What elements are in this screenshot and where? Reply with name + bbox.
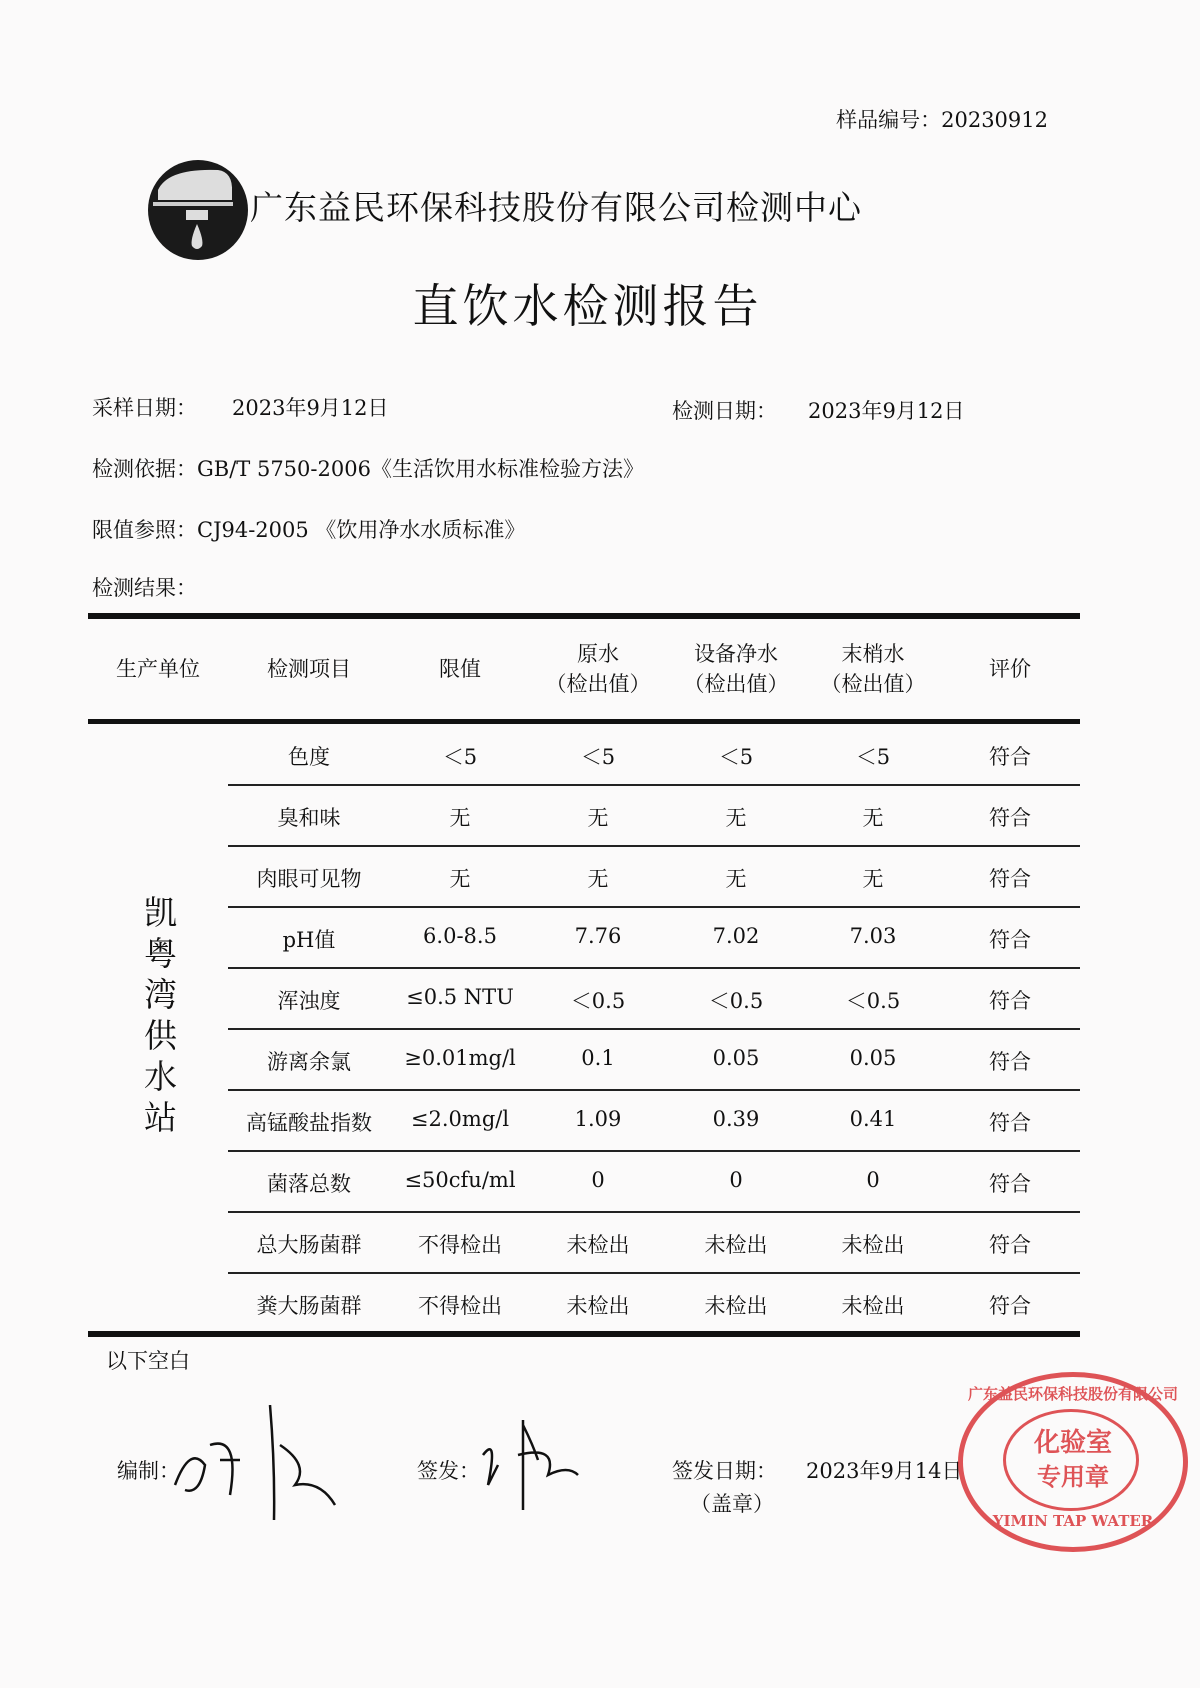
test-date: 2023年9月12日: [808, 399, 965, 423]
issuer-signature: [478, 1415, 588, 1515]
table-cell: 0.05: [849, 1046, 897, 1070]
table-cell: 7.03: [849, 924, 897, 948]
table-cell: 未检出: [566, 1233, 630, 1257]
table-cell: 无: [587, 806, 609, 830]
table-cell: 符合: [989, 1233, 1031, 1257]
table-cell: 总大肠菌群: [256, 1233, 362, 1257]
blank-note: 以下空白: [106, 1349, 190, 1373]
table-cell: 未检出: [704, 1233, 768, 1257]
row-divider: [228, 1028, 1080, 1030]
limit-reference: 限值参照：CJ94-2005 《饮用净水水质标准》: [92, 518, 526, 542]
row-divider: [228, 967, 1080, 969]
table-cell: 无: [725, 867, 747, 891]
table-cell: 符合: [989, 1294, 1031, 1318]
column-header: 评价: [989, 657, 1031, 681]
issued-label: 签发：: [417, 1459, 480, 1483]
table-cell: 符合: [989, 989, 1031, 1013]
table-cell: ＜0.5: [845, 989, 901, 1013]
issue-date-label: 签发日期：: [672, 1459, 777, 1483]
report-title: 直饮水检测报告: [412, 279, 763, 333]
column-header: 检测项目: [267, 657, 351, 681]
company-name: 广东益民环保科技股份有限公司检测中心: [250, 188, 862, 227]
table-cell: 符合: [989, 1111, 1031, 1135]
table-header-rule: [88, 719, 1080, 724]
table-cell: 未检出: [841, 1233, 905, 1257]
table-cell: 未检出: [566, 1294, 630, 1318]
row-divider: [228, 1089, 1080, 1091]
stamp-english: YIMIN TAP WATER: [992, 1512, 1154, 1530]
column-header: 设备净水 （检出值）: [683, 642, 789, 696]
production-unit: 凯粤湾供水站: [139, 895, 178, 1141]
table-cell: ＜5: [855, 745, 891, 769]
table-cell: 0.39: [712, 1107, 760, 1131]
table-cell: 无: [449, 806, 471, 830]
compiler-signature: [170, 1405, 350, 1525]
table-cell: 粪大肠菌群: [256, 1294, 362, 1318]
row-divider: [228, 784, 1080, 786]
table-cell: 无: [449, 867, 471, 891]
table-cell: 符合: [989, 867, 1031, 891]
table-cell: 臭和味: [277, 806, 341, 830]
table-bottom-rule: [88, 1331, 1080, 1337]
table-cell: ≤0.5 NTU: [406, 985, 514, 1009]
company-logo: [148, 160, 248, 260]
table-cell: ＜5: [718, 745, 754, 769]
table-cell: 0: [729, 1168, 743, 1192]
table-cell: 0: [866, 1168, 880, 1192]
table-cell: 0.05: [712, 1046, 760, 1070]
table-cell: 6.0-8.5: [423, 924, 497, 948]
row-divider: [228, 845, 1080, 847]
table-cell: 1.09: [574, 1107, 622, 1131]
stamp-outer-text: 广东益民环保科技股份有限公司: [967, 1385, 1178, 1403]
table-cell: ≤2.0mg/l: [410, 1107, 510, 1131]
row-divider: [228, 906, 1080, 908]
row-divider: [228, 1211, 1080, 1213]
table-cell: 未检出: [841, 1294, 905, 1318]
table-cell: 无: [587, 867, 609, 891]
table-cell: ≤50cfu/ml: [404, 1168, 516, 1192]
sample-number: 样品编号：20230912: [836, 108, 1048, 132]
table-cell: 7.02: [712, 924, 760, 948]
table-cell: 符合: [989, 1172, 1031, 1196]
table-cell: ＜0.5: [570, 989, 626, 1013]
sampling-date: 2023年9月12日: [232, 396, 389, 420]
table-cell: 0.1: [581, 1046, 615, 1070]
table-cell: 未检出: [704, 1294, 768, 1318]
table-cell: ＜5: [580, 745, 616, 769]
column-header: 限值: [439, 657, 481, 681]
compiled-label: 编制：: [117, 1459, 180, 1483]
official-stamp: [958, 1372, 1188, 1552]
column-header: 生产单位: [116, 657, 200, 681]
table-cell: 无: [862, 806, 884, 830]
column-header: 原水 （检出值）: [545, 642, 651, 696]
table-cell: 符合: [989, 806, 1031, 830]
table-cell: 浑浊度: [277, 989, 341, 1013]
stamp-center-text: 化验室: [1033, 1428, 1112, 1458]
issue-date: 2023年9月14日: [806, 1459, 963, 1483]
table-cell: 0.41: [849, 1107, 897, 1131]
table-cell: 符合: [989, 1050, 1031, 1074]
table-cell: 高锰酸盐指数: [246, 1111, 372, 1135]
table-cell: 0: [591, 1168, 605, 1192]
seal-note: （盖章）: [690, 1492, 774, 1516]
table-cell: pH值: [282, 928, 336, 952]
table-cell: 不得检出: [418, 1233, 502, 1257]
results-label: 检测结果：: [92, 576, 197, 600]
table-cell: 肉眼可见物: [256, 867, 362, 891]
table-cell: 符合: [989, 928, 1031, 952]
table-top-rule: [88, 613, 1080, 619]
row-divider: [228, 1272, 1080, 1274]
column-header: 末梢水 （检出值）: [820, 642, 926, 696]
sampling-date-label: 采样日期：: [92, 396, 197, 420]
table-cell: 7.76: [574, 924, 622, 948]
stamp-center-text-2: 专用章: [1037, 1462, 1109, 1491]
table-cell: 色度: [288, 745, 330, 769]
table-cell: 不得检出: [418, 1294, 502, 1318]
table-cell: ≥0.01mg/l: [404, 1046, 516, 1070]
table-cell: 符合: [989, 745, 1031, 769]
test-basis: 检测依据：GB/T 5750-2006《生活饮用水标准检验方法》: [92, 457, 644, 481]
table-cell: 无: [725, 806, 747, 830]
table-cell: ＜0.5: [708, 989, 764, 1013]
table-cell: 菌落总数: [267, 1172, 351, 1196]
test-date-label: 检测日期：: [672, 399, 777, 423]
table-cell: 无: [862, 867, 884, 891]
table-cell: 游离余氯: [267, 1050, 351, 1074]
row-divider: [228, 1150, 1080, 1152]
table-cell: ＜5: [442, 745, 478, 769]
